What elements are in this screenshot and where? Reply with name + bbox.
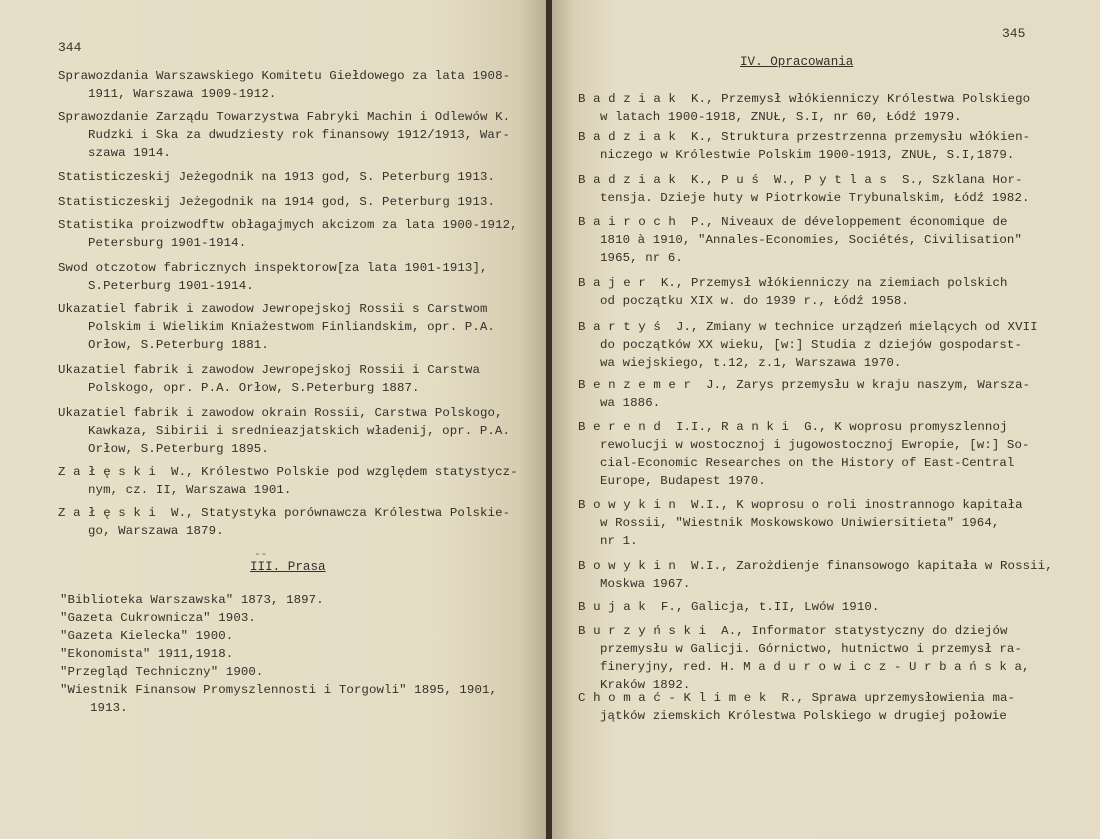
bibliography-entry bbox=[578, 557, 1053, 593]
entry-line: B a j e r K., Przemysł włókienniczy na ziemiach polskich bbox=[578, 276, 1008, 290]
entry-line: Ukazatiel fabrik i zawodow Jewropejskoj Rossii s Carstwom bbox=[58, 302, 488, 316]
entry-line: B o w y k i n W.I., Zarożdienje finansowogo kapitała w Rossii, bbox=[578, 559, 1053, 573]
bibliography-entry bbox=[58, 259, 488, 295]
bibliography-entry bbox=[60, 681, 497, 717]
entry-line: Z a ł ę s k i W., Królestwo Polskie pod względem statystycz- bbox=[58, 465, 518, 479]
bibliography-entry bbox=[578, 689, 1015, 725]
bibliography-entry bbox=[578, 622, 1030, 694]
entry-line: S.Peterburg 1901-1914. bbox=[88, 279, 254, 293]
bibliography-entry bbox=[58, 463, 518, 499]
section-heading-press: III. Prasa bbox=[250, 560, 326, 574]
entry-line: Sprawozdanie Zarządu Towarzystwa Fabryki Machin i Odlewów K. bbox=[58, 110, 511, 124]
entry-line: wa wiejskiego, t.12, z.1, Warszawa 1970. bbox=[600, 356, 902, 370]
bibliography-entry bbox=[60, 663, 263, 681]
entry-line: Statistika proizwodftw obłagajmych akcizom za lata 1900-1912, bbox=[58, 218, 518, 232]
left-page bbox=[0, 0, 546, 839]
bibliography-entry bbox=[58, 361, 480, 397]
entry-line: B a d z i a k K., P u ś W., P y t l a s S., Szklana Hor- bbox=[578, 173, 1023, 187]
entry-line: Statisticzeskij Jeżegodnik na 1914 god, S. Peterburg 1913. bbox=[58, 195, 496, 209]
entry-line: w latach 1900-1918, ZNUŁ, S.I, nr 60, Łódź 1979. bbox=[600, 110, 962, 124]
entry-line: B e n z e m e r J., Zarys przemysłu w kraju naszym, Warsza- bbox=[578, 378, 1031, 392]
entry-line: tensja. Dzieje huty w Piotrkowie Trybunalskim, Łódź 1982. bbox=[600, 191, 1030, 205]
bibliography-entry bbox=[578, 171, 1030, 207]
bibliography-entry bbox=[58, 300, 495, 354]
bibliography-entry bbox=[58, 67, 510, 103]
entry-line: jątków ziemskich Królestwa Polskiego w drugiej połowie bbox=[600, 709, 1007, 723]
page-number-left: 344 bbox=[58, 40, 82, 55]
entry-line: Ukazatiel fabrik i zawodow Jewropejskoj Rossii i Carstwa bbox=[58, 363, 480, 377]
bibliography-entry bbox=[58, 216, 518, 252]
entry-line: Kraków 1892. bbox=[600, 678, 691, 692]
entry-line: wa 1886. bbox=[600, 396, 661, 410]
entry-line: B a r t y ś J., Zmiany w technice urządzeń mielących od XVII bbox=[578, 320, 1038, 334]
bibliography-entry bbox=[578, 496, 1023, 550]
bibliography-entry bbox=[60, 609, 256, 627]
entry-line: Polskogo, opr. P.A. Orłow, S.Peterburg 1887. bbox=[88, 381, 420, 395]
bibliography-entry bbox=[578, 376, 1030, 412]
entry-line: do początków XX wieku, [w:] Studia z dziejów gospodarst- bbox=[600, 338, 1022, 352]
entry-line: Rudzki i Ska za dwudziesty rok finansowy 1912/1913, War- bbox=[88, 128, 510, 142]
entry-line: cial-Economic Researches on the History of East-Central bbox=[600, 456, 1015, 470]
entry-line: Orłow, S.Peterburg 1895. bbox=[88, 442, 269, 456]
entry-line: fineryjny, red. H. M a d u r o w i c z - U r b a ń s k a, bbox=[600, 660, 1030, 674]
bibliography-entry bbox=[578, 318, 1038, 372]
bibliography-entry bbox=[58, 168, 495, 186]
entry-line: Kawkaza, Sibirii i srednieazjatskich władenij, opr. P.A. bbox=[88, 424, 510, 438]
entry-line: go, Warszawa 1879. bbox=[88, 524, 224, 538]
entry-line: Z a ł ę s k i W., Statystyka porównawcza Królestwa Polskie- bbox=[58, 506, 511, 520]
entry-line: nym, cz. II, Warszawa 1901. bbox=[88, 483, 292, 497]
bibliography-entry bbox=[60, 591, 324, 609]
entry-line: B a i r o c h P., Niveaux de développement économique de bbox=[578, 215, 1008, 229]
bibliography-entry bbox=[578, 274, 1008, 310]
bibliography-entry bbox=[58, 504, 510, 540]
entry-line: w Rossii, "Wiestnik Moskowskowo Uniwiersitieta" 1964, bbox=[600, 516, 1000, 530]
bibliography-entry bbox=[58, 404, 510, 458]
entry-line: "Gazeta Cukrownicza" 1903. bbox=[60, 611, 256, 625]
bibliography-entry bbox=[578, 418, 1030, 490]
entry-line: Europe, Budapest 1970. bbox=[600, 474, 766, 488]
bibliography-entry bbox=[578, 598, 879, 616]
bibliography-entry bbox=[578, 213, 1022, 267]
entry-line: niczego w Królestwie Polskim 1900-1913, ZNUŁ, S.I,1879. bbox=[600, 148, 1015, 162]
entry-line: "Ekonomista" 1911,1918. bbox=[60, 647, 234, 661]
entry-line: "Gazeta Kielecka" 1900. bbox=[60, 629, 234, 643]
entry-line: Petersburg 1901-1914. bbox=[88, 236, 247, 250]
entry-line: 1965, nr 6. bbox=[600, 251, 683, 265]
entry-line: Polskim i Wielikim Kniażestwom Finliandskim, opr. P.A. bbox=[88, 320, 495, 334]
entry-line: "Wiestnik Finansow Promyszlennosti i Torgowli" 1895, 1901, bbox=[60, 683, 498, 697]
bibliography-entry bbox=[58, 108, 510, 162]
entry-line: 1913. bbox=[90, 701, 128, 715]
entry-line: "Biblioteka Warszawska" 1873, 1897. bbox=[60, 593, 324, 607]
right-page bbox=[552, 0, 1100, 839]
entry-line: Moskwa 1967. bbox=[600, 577, 691, 591]
bibliography-entry bbox=[58, 193, 495, 211]
bibliography-entry bbox=[578, 128, 1030, 164]
entry-line: rewolucji w wostocznoj i jugowostocznoj Ewropie, [w:] So- bbox=[600, 438, 1030, 452]
entry-line: B e r e n d I.I., R a n k i G., K woprosu promyszlennoj bbox=[578, 420, 1008, 434]
page-number-right: 345 bbox=[1002, 26, 1026, 41]
entry-line: od początku XIX w. do 1939 r., Łódź 1958. bbox=[600, 294, 909, 308]
entry-line: "Przegląd Techniczny" 1900. bbox=[60, 665, 264, 679]
entry-line: nr 1. bbox=[600, 534, 638, 548]
entry-line: B o w y k i n W.I., K woprosu o roli inostrannogo kapitała bbox=[578, 498, 1023, 512]
entry-line: Statisticzeskij Jeżegodnik na 1913 god, S. Peterburg 1913. bbox=[58, 170, 496, 184]
entry-line: B u j a k F., Galicja, t.II, Lwów 1910. bbox=[578, 600, 880, 614]
section-separator: -- bbox=[254, 549, 268, 561]
entry-line: B a d z i a k K., Przemysł włókienniczy Królestwa Polskiego bbox=[578, 92, 1031, 106]
entry-line: Ukazatiel fabrik i zawodow okrain Rossii, Carstwa Polskogo, bbox=[58, 406, 503, 420]
entry-line: Sprawozdania Warszawskiego Komitetu Giełdowego za lata 1908- bbox=[58, 69, 511, 83]
entry-line: C h o m a ć - K l i m e k R., Sprawa uprzemysłowienia ma- bbox=[578, 691, 1016, 705]
entry-line: B u r z y ń s k i A., Informator statystyczny do dziejów bbox=[578, 624, 1008, 638]
bibliography-entry bbox=[578, 90, 1030, 126]
entry-line: przemysłu w Galicji. Górnictwo, hutnictwo i przemysł ra- bbox=[600, 642, 1022, 656]
entry-line: szawa 1914. bbox=[88, 146, 171, 160]
entry-line: 1911, Warszawa 1909-1912. bbox=[88, 87, 277, 101]
section-heading-studies: IV. Opracowania bbox=[740, 55, 854, 69]
entry-line: 1810 à 1910, "Annales-Economies, Sociétés, Civilisation" bbox=[600, 233, 1022, 247]
entry-line: B a d z i a k K., Struktura przestrzenna przemysłu włókien- bbox=[578, 130, 1031, 144]
bibliography-entry bbox=[60, 645, 233, 663]
entry-line: Orłow, S.Peterburg 1881. bbox=[88, 338, 269, 352]
entry-line: Swod otczotow fabricznych inspektorow[za lata 1901-1913], bbox=[58, 261, 488, 275]
bibliography-entry bbox=[60, 627, 233, 645]
